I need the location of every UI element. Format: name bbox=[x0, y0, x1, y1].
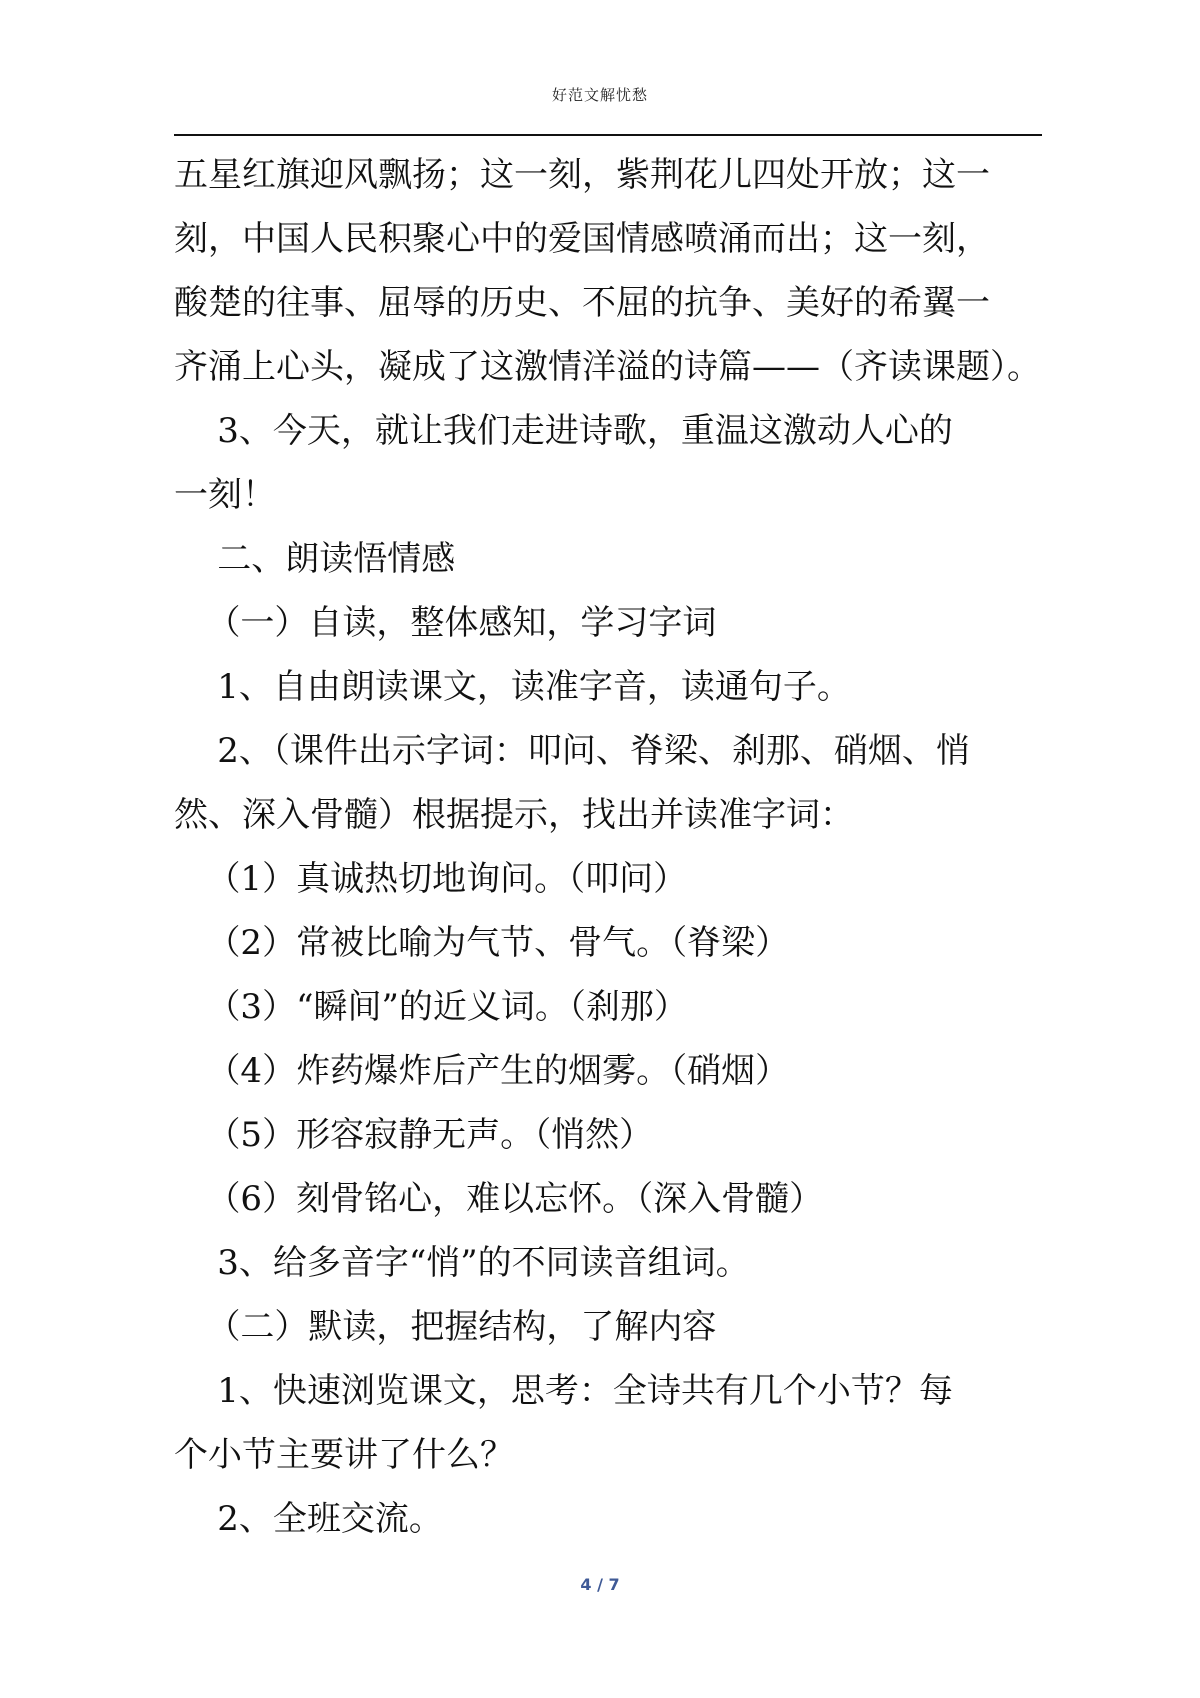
text-line: 一刻！ bbox=[174, 475, 276, 515]
list-item: （5）形容寂静无声。（悄然） bbox=[174, 1115, 654, 1155]
header-divider bbox=[174, 134, 1042, 136]
page-header: 好范文解忧愁 bbox=[551, 86, 648, 104]
text-line: 1、自由朗读课文，读准字音，读通句子。 bbox=[174, 667, 851, 707]
list-item: （1）真诚热切地询问。（叩问） bbox=[174, 859, 688, 899]
text-line: 酸楚的往事、屈辱的历史、不屈的抗争、美好的希翼一 bbox=[174, 283, 990, 323]
text-line: 然、深入骨髓）根据提示，找出并读准字词： bbox=[174, 795, 854, 835]
list-item: （3）“瞬间”的近义词。（刹那） bbox=[174, 987, 688, 1027]
section-heading: 二、朗读悟情感 bbox=[174, 539, 456, 579]
text-line: 五星红旗迎风飘扬；这一刻，紫荆花儿四处开放；这一 bbox=[174, 155, 990, 195]
subsection-heading: （二）默读，把握结构，了解内容 bbox=[174, 1307, 717, 1347]
list-item: （6）刻骨铭心，难以忘怀。（深入骨髓） bbox=[174, 1179, 824, 1219]
text-line: 3、给多音字“悄”的不同读音组词。 bbox=[174, 1243, 750, 1283]
text-line: 1、快速浏览课文，思考：全诗共有几个小节？每 bbox=[174, 1371, 953, 1411]
text-line: 齐涌上心头，凝成了这激情洋溢的诗篇——（齐读课题）。 bbox=[174, 347, 1041, 387]
text-line: 2、全班交流。 bbox=[174, 1499, 443, 1539]
page-number: 4 / 7 bbox=[580, 1575, 620, 1594]
text-line: 2、（课件出示字词：叩问、脊梁、刹那、硝烟、悄 bbox=[174, 731, 970, 771]
text-line: 个小节主要讲了什么？ bbox=[174, 1435, 514, 1475]
subsection-heading: （一）自读，整体感知，学习字词 bbox=[174, 603, 717, 643]
text-line: 3、今天，就让我们走进诗歌，重温这激动人心的 bbox=[174, 411, 953, 451]
document-body bbox=[174, 143, 1054, 1551]
text-line: 刻，中国人民积聚心中的爱国情感喷涌而出；这一刻， bbox=[174, 219, 990, 259]
list-item: （2）常被比喻为气节、骨气。（脊梁） bbox=[174, 923, 790, 963]
list-item: （4）炸药爆炸后产生的烟雾。（硝烟） bbox=[174, 1051, 790, 1091]
